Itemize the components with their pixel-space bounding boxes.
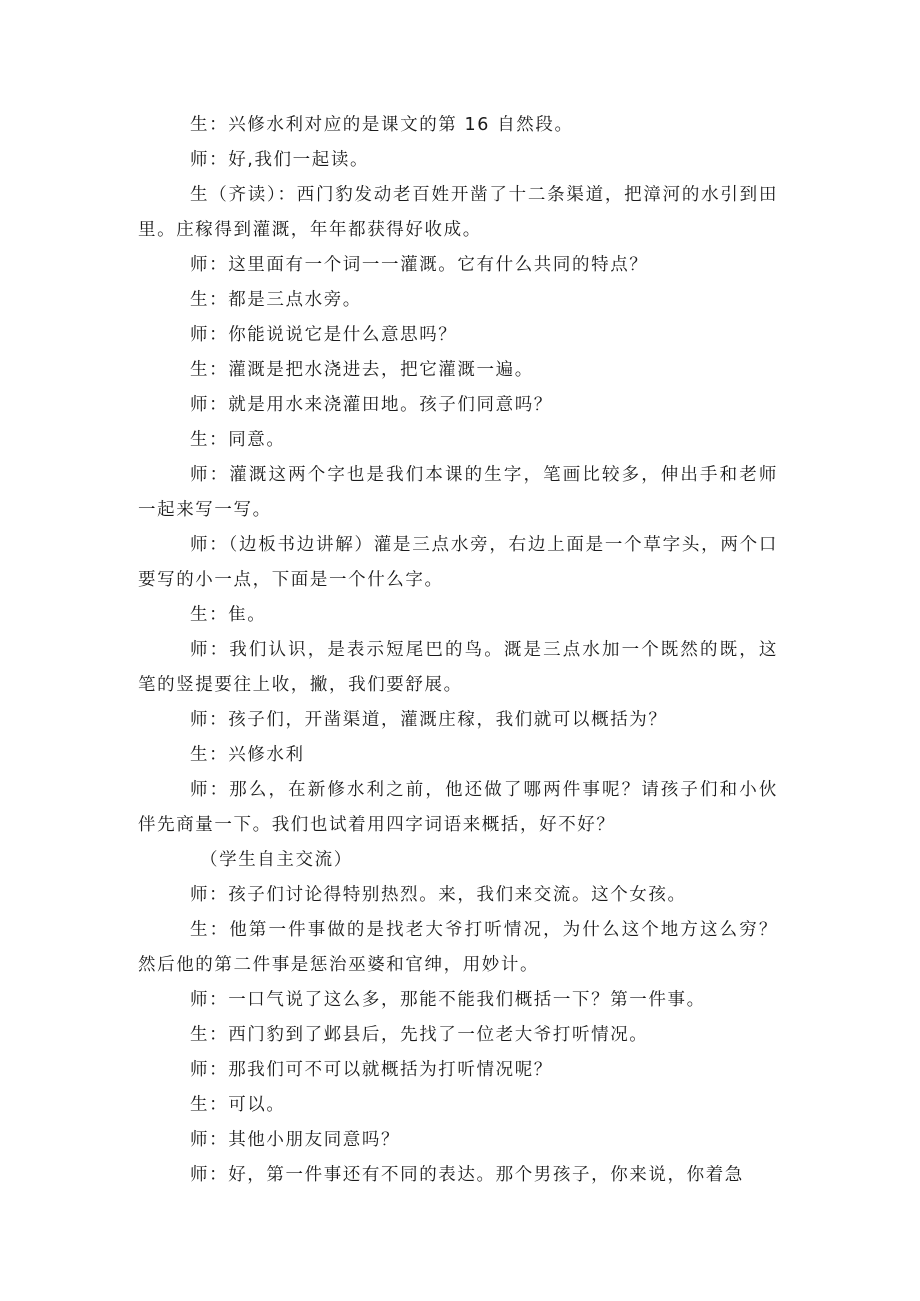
- dialogue-paragraph: 师：好，第一件事还有不同的表达。那个男孩子，你来说，你着急: [190, 1165, 744, 1185]
- dialogue-paragraph: 师：灌溉这两个字也是我们本课的生字，笔画比较多，伸出手和老师一起来写一写。: [138, 465, 778, 520]
- dialogue-paragraph: 师：一口气说了这么多，那能不能我们概括一下？第一件事。: [190, 990, 706, 1010]
- dialogue-paragraph: 生：隹。: [190, 605, 267, 625]
- dialogue-paragraph: 师：这里面有一个词一一灌溉。它有什么共同的特点？: [190, 255, 649, 275]
- stage-direction: （学生自主交流）: [200, 850, 353, 870]
- dialogue-paragraph: 师：就是用水来浇灌田地。孩子们同意吗？: [190, 395, 553, 415]
- dialogue-paragraph: 师：好,我们一起读。: [190, 150, 370, 170]
- dialogue-paragraph: 师：我们认识，是表示短尾巴的鸟。溉是三点水加一个既然的既，这笔的竖提要往上收，撇，我们要舒展。: [138, 640, 778, 695]
- dialogue-paragraph: 生：可以。: [190, 1095, 286, 1115]
- dialogue-paragraph: 师：（边板书边讲解）灌是三点水旁，右边上面是一个草字头，两个口要写的小一点，下面是一个什么字。: [138, 535, 778, 590]
- dialogue-paragraph: 师：其他小朋友同意吗？: [190, 1130, 401, 1150]
- dialogue-paragraph: 师：你能说说它是什么意思吗？: [190, 325, 458, 345]
- dialogue-paragraph: 师：那么，在新修水利之前，他还做了哪两件事呢？请孩子们和小伙伴先商量一下。我们也试着用四字词语来概括，好不好？: [138, 780, 778, 835]
- dialogue-paragraph: 师：孩子们，开凿渠道，灌溉庄稼，我们就可以概括为？: [190, 710, 668, 730]
- document-body: [138, 108, 778, 1193]
- dialogue-paragraph: 生：兴修水利: [190, 745, 305, 765]
- dialogue-paragraph: 师：孩子们讨论得特别热烈。来，我们来交流。这个女孩。: [190, 885, 687, 905]
- dialogue-paragraph: 生（齐读）：西门豹发动老百姓开凿了十二条渠道，把漳河的水引到田里。庄稼得到灌溉，年年都获得好收成。: [138, 185, 778, 240]
- dialogue-paragraph: 生：西门豹到了邺县后，先找了一位老大爷打听情况。: [190, 1025, 649, 1045]
- dialogue-paragraph: 生：他第一件事做的是找老大爷打听情况，为什么这个地方这么穷？然后他的第二件事是惩治巫婆和官绅，用妙计。: [138, 920, 778, 975]
- dialogue-paragraph: 生：都是三点水旁。: [190, 290, 362, 310]
- dialogue-paragraph: 生：灌溉是把水浇进去，把它灌溉一遍。: [190, 360, 534, 380]
- dialogue-paragraph: 生：同意。: [190, 430, 286, 450]
- dialogue-paragraph: 生：兴修水利对应的是课文的第 16 自然段。: [190, 115, 574, 135]
- dialogue-paragraph: 师：那我们可不可以就概括为打听情况呢？: [190, 1060, 553, 1080]
